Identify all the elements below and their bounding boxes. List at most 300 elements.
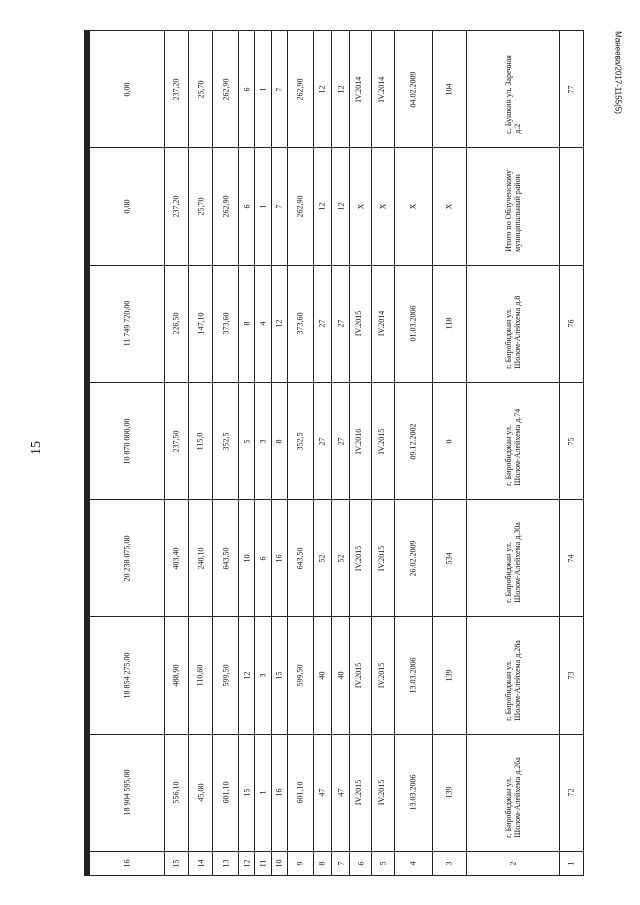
table-cell: [467, 617, 560, 734]
cell-value: 76: [566, 319, 576, 328]
column-number-row: [85, 852, 584, 876]
cell-value: 40: [336, 671, 346, 680]
column-number-cell: [164, 852, 188, 876]
cell-value: 262,90: [295, 195, 305, 218]
column-number: 7: [336, 861, 346, 866]
table-cell: [467, 382, 560, 499]
cell-value: 7: [274, 87, 284, 92]
table-cell: [332, 734, 350, 851]
cell-value: 237,20: [171, 195, 181, 218]
table-cell: [90, 265, 165, 382]
table-cell: [88, 617, 89, 734]
table-cell: [239, 382, 255, 499]
cell-value: 599,50: [295, 664, 305, 687]
cell-value: 27: [317, 319, 327, 328]
table-cell: [213, 382, 239, 499]
cell-value: 40: [317, 671, 327, 680]
column-number-cell: [332, 852, 350, 876]
table-cell: [350, 265, 372, 382]
table-row: [85, 148, 584, 265]
table-cell: [88, 148, 89, 265]
table-cell: [86, 148, 87, 265]
cell-value: IV.2015: [376, 662, 386, 689]
table-cell: [372, 500, 394, 617]
cell-value: 16: [274, 788, 284, 797]
cell-value: 27: [317, 437, 327, 446]
table-cell: [255, 148, 271, 265]
table-cell: [255, 265, 271, 382]
cell-value: 25,70: [196, 80, 206, 99]
cell-value: 373,60: [221, 312, 231, 335]
cell-value: 643,50: [221, 547, 231, 570]
address-text: г. Биробиджан ул. Шолом-Алейхема д.8: [503, 295, 522, 369]
column-number-cell: [313, 852, 331, 876]
cell-value: 0,00: [122, 82, 132, 97]
table-cell: [432, 500, 466, 617]
cell-value: 13.03.2006: [408, 657, 418, 694]
table-cell: [467, 148, 560, 265]
table-cell: [85, 500, 86, 617]
table-cell: [90, 382, 165, 499]
cell-value: 75: [566, 437, 576, 446]
table-cell: [90, 734, 165, 851]
table-cell: [313, 500, 331, 617]
address-text: г. Биробиджан ул. Шолом-Алейхема д.30а: [503, 522, 522, 604]
table-cell: [86, 734, 87, 851]
table-cell: [467, 734, 560, 851]
cell-value: X: [408, 203, 418, 210]
table-cell: [86, 382, 87, 499]
cell-value: 0: [444, 439, 454, 444]
table-cell: [239, 31, 255, 148]
column-number: [86, 860, 87, 868]
table-cell: [89, 382, 90, 499]
cell-value: 147,10: [196, 312, 206, 335]
table-cell: [432, 148, 466, 265]
table-cell: [255, 382, 271, 499]
table-cell: [164, 734, 188, 851]
column-number-cell: [88, 852, 89, 876]
table-cell: [85, 31, 86, 148]
table-cell: [188, 31, 212, 148]
cell-value: 118: [444, 317, 454, 330]
cell-value: 74: [566, 554, 576, 563]
cell-value: 25,70: [196, 197, 206, 216]
table-cell: [85, 617, 86, 734]
table-cell: [87, 31, 88, 148]
table-cell: [271, 617, 287, 734]
table-cell: [372, 617, 394, 734]
table-row: [85, 382, 584, 499]
table-cell: [87, 500, 88, 617]
table-cell: [287, 617, 313, 734]
cell-value: 601,10: [295, 781, 305, 804]
cell-value: 12: [336, 202, 346, 211]
address-text: с. Бушкин ул. Заречная д.2: [503, 55, 522, 135]
cell-value: 226,50: [171, 312, 181, 335]
cell-value: 15: [274, 671, 284, 680]
table-cell: [188, 500, 212, 617]
cell-value: 77: [566, 85, 576, 94]
table-cell: [88, 734, 89, 851]
table-cell: [86, 265, 87, 382]
table-cell: [350, 734, 372, 851]
column-number-cell: [432, 852, 466, 876]
table-cell: [372, 31, 394, 148]
table-cell: [332, 617, 350, 734]
cell-value: 73: [566, 671, 576, 680]
table-cell: [372, 265, 394, 382]
cell-value: IV.2015: [354, 311, 364, 337]
table-cell: [332, 500, 350, 617]
cell-value: 237,20: [171, 78, 181, 101]
address-text: г. Биробиджан ул. Шолом-Алейхема д.26а: [503, 757, 522, 838]
table-cell: [255, 734, 271, 851]
table-cell: [90, 617, 165, 734]
cell-value: 26.02.2009: [408, 540, 418, 577]
table-cell: [372, 734, 394, 851]
table-cell: [287, 265, 313, 382]
column-number: 10: [274, 859, 284, 868]
table-cell: [394, 617, 432, 734]
table-cell: [239, 734, 255, 851]
column-number-cell: [350, 852, 372, 876]
column-number-cell: [255, 852, 271, 876]
table-cell: [350, 500, 372, 617]
table-cell: [89, 734, 90, 851]
table-cell: [467, 265, 560, 382]
cell-value: 601,10: [221, 781, 231, 804]
column-number-cell: [394, 852, 432, 876]
table-cell: [271, 734, 287, 851]
cell-value: 01.03.2006: [408, 305, 418, 342]
column-number-cell: [213, 852, 239, 876]
table-cell: [239, 265, 255, 382]
table-cell: [394, 148, 432, 265]
cell-value: 534: [444, 552, 454, 565]
cell-value: 262,90: [295, 78, 305, 101]
cell-value: 7: [274, 204, 284, 209]
cell-value: 12: [317, 202, 327, 211]
table-cell: [188, 734, 212, 851]
cell-value: 1: [258, 790, 268, 795]
table-cell: [394, 734, 432, 851]
cell-value: 12: [274, 319, 284, 328]
table-row: [85, 617, 584, 734]
column-number: [89, 860, 90, 868]
column-number-cell: [90, 852, 165, 876]
cell-value: 09.12.2002: [408, 423, 418, 460]
column-number: [88, 860, 89, 868]
table-cell: [188, 265, 212, 382]
table-cell: [559, 31, 583, 148]
table-cell: [164, 382, 188, 499]
cell-value: 5: [242, 439, 252, 444]
footer-code: Манеева/2017-1155(5): [613, 31, 623, 114]
table-cell: [213, 500, 239, 617]
table-cell: [86, 31, 87, 148]
cell-value: 12: [317, 85, 327, 94]
table-cell: [213, 148, 239, 265]
cell-value: 16: [274, 554, 284, 563]
column-number: 2: [508, 861, 518, 866]
table-cell: [432, 617, 466, 734]
cell-value: 599,50: [221, 664, 231, 687]
cell-value: 4: [258, 321, 268, 326]
cell-value: 488,90: [171, 664, 181, 687]
table-cell: [559, 265, 583, 382]
table-cell: [87, 265, 88, 382]
cell-value: IV.2015: [376, 545, 386, 572]
cell-value: 52: [317, 554, 327, 563]
cell-value: IV.2015: [354, 662, 364, 689]
table-cell: [86, 617, 87, 734]
column-number-cell: [372, 852, 394, 876]
table-cell: [87, 148, 88, 265]
table-cell: [164, 31, 188, 148]
table-cell: [271, 148, 287, 265]
cell-value: 04.02.2009: [408, 71, 418, 108]
column-number: 13: [221, 859, 231, 868]
cell-value: 10 870 000,00: [122, 418, 132, 465]
table-cell: [85, 382, 86, 499]
cell-value: 12: [242, 671, 252, 680]
table-cell: [394, 382, 432, 499]
table-cell: [87, 734, 88, 851]
table-cell: [89, 617, 90, 734]
table-cell: [164, 500, 188, 617]
column-number: 14: [196, 859, 206, 868]
cell-value: 6: [258, 556, 268, 561]
address-text: г. Биробиджан ул. Шолом-Алейхема д.28а: [503, 639, 522, 721]
column-number: 12: [242, 859, 252, 868]
cell-value: 352,5: [295, 432, 305, 451]
table-cell: [432, 382, 466, 499]
cell-value: 115,0: [196, 432, 206, 450]
cell-value: 27: [336, 319, 346, 328]
cell-value: 47: [336, 788, 346, 797]
table-cell: [90, 148, 165, 265]
cell-value: X: [378, 203, 388, 210]
column-number: 1: [566, 861, 576, 866]
table-row: [85, 500, 584, 617]
cell-value: 15: [242, 788, 252, 797]
column-number-cell: [239, 852, 255, 876]
table-cell: [313, 265, 331, 382]
table-cell: [239, 148, 255, 265]
cell-value: X: [356, 203, 366, 210]
cell-value: 352,5: [221, 432, 231, 451]
cell-value: 1: [258, 204, 268, 209]
cell-value: 0,00: [122, 199, 132, 214]
column-number-cell: [87, 852, 88, 876]
cell-value: 27: [336, 437, 346, 446]
table-cell: [213, 265, 239, 382]
table-cell: [239, 617, 255, 734]
table-cell: [394, 500, 432, 617]
table-cell: [89, 148, 90, 265]
cell-value: 3: [258, 673, 268, 678]
cell-value: 643,50: [295, 547, 305, 570]
cell-value: 262,90: [221, 195, 231, 218]
column-number-cell: [85, 852, 86, 876]
table-cell: [287, 31, 313, 148]
table-cell: [559, 382, 583, 499]
cell-value: 12: [336, 85, 346, 94]
cell-value: 237,50: [171, 430, 181, 453]
table-cell: [85, 734, 86, 851]
table-cell: [88, 500, 89, 617]
cell-value: 8: [274, 439, 284, 444]
table-cell: [467, 31, 560, 148]
cell-value: 52: [336, 554, 346, 563]
cell-value: 556,10: [171, 781, 181, 804]
table-cell: [287, 382, 313, 499]
cell-value: X: [444, 203, 454, 210]
table-cell: [432, 265, 466, 382]
column-number: 11: [258, 859, 268, 868]
table-row: [85, 265, 584, 382]
table-cell: [559, 734, 583, 851]
table-cell: [313, 382, 331, 499]
cell-value: IV.2014: [376, 311, 386, 337]
table-cell: [164, 265, 188, 382]
table-cell: [88, 31, 89, 148]
table-cell: [271, 31, 287, 148]
table-cell: [350, 148, 372, 265]
table-cell: [271, 382, 287, 499]
table-cell: [90, 500, 165, 617]
cell-value: 20 238 075,00: [122, 535, 132, 582]
footer-code-area: [608, 30, 622, 130]
table-cell: [394, 31, 432, 148]
table-cell: [255, 31, 271, 148]
column-number: 16: [122, 859, 132, 868]
table-cell: [85, 148, 86, 265]
column-number: 8: [317, 861, 327, 866]
table-cell: [287, 148, 313, 265]
table-cell: [467, 500, 560, 617]
table-cell: [313, 148, 331, 265]
cell-value: 1: [258, 87, 268, 92]
table-cell: [271, 265, 287, 382]
cell-value: 110,60: [196, 664, 206, 687]
table-cell: [188, 148, 212, 265]
table-cell: [89, 500, 90, 617]
cell-value: 373,60: [295, 312, 305, 335]
table-cell: [372, 382, 394, 499]
table-cell: [313, 734, 331, 851]
cell-value: IV.2015: [376, 428, 386, 454]
cell-value: 11 749 720,00: [122, 300, 132, 347]
cell-value: 3: [258, 439, 268, 444]
table-cell: [239, 500, 255, 617]
cell-value: IV.2015: [376, 780, 386, 806]
cell-value: 13.03.2006: [408, 774, 418, 811]
table-row: [85, 31, 584, 148]
cell-value: 45,00: [196, 783, 206, 802]
column-number: 5: [378, 861, 388, 866]
column-number-cell: [271, 852, 287, 876]
cell-value: IV.2014: [376, 76, 386, 102]
table-cell: [432, 734, 466, 851]
table-cell: [88, 265, 89, 382]
column-number: 9: [295, 861, 305, 866]
cell-value: 6: [242, 87, 252, 92]
table-cell: [164, 148, 188, 265]
column-number: 6: [356, 861, 366, 866]
table-cell: [89, 31, 90, 148]
cell-value: 8: [242, 321, 252, 326]
table-cell: [89, 265, 90, 382]
cell-value: 18 854 275,00: [122, 652, 132, 699]
column-number: 15: [171, 859, 181, 868]
table-cell: [287, 500, 313, 617]
table-cell: [188, 617, 212, 734]
table-cell: [85, 265, 86, 382]
column-number: [85, 860, 86, 868]
table-cell: [271, 500, 287, 617]
cell-value: 104: [444, 83, 454, 96]
column-number-cell: [188, 852, 212, 876]
cell-value: 72: [566, 788, 576, 797]
table-cell: [332, 148, 350, 265]
registry-table-rotated: [84, 30, 584, 876]
cell-value: 139: [444, 669, 454, 682]
table-cell: [88, 382, 89, 499]
table-cell: [332, 265, 350, 382]
address-text: Итого по Облученскому муниципальный район: [503, 169, 522, 252]
table-cell: [559, 500, 583, 617]
cell-value: 18 904 595,00: [122, 769, 132, 816]
cell-value: 47: [317, 788, 327, 797]
table-cell: [213, 31, 239, 148]
table-cell: [559, 148, 583, 265]
cell-value: 403,40: [171, 547, 181, 570]
table-cell: [350, 31, 372, 148]
column-number: [87, 860, 88, 868]
cell-value: 240,10: [196, 547, 206, 570]
column-number-cell: [467, 852, 560, 876]
table-cell: [213, 734, 239, 851]
cell-value: 10: [242, 554, 252, 563]
cell-value: IV.2014: [354, 76, 364, 102]
page-number: 15: [29, 441, 44, 455]
cell-value: 262,90: [221, 78, 231, 101]
table-row: [85, 734, 584, 851]
cell-value: IV.2015: [354, 545, 364, 572]
column-number-cell: [287, 852, 313, 876]
table-cell: [559, 617, 583, 734]
table-cell: [332, 31, 350, 148]
cell-value: IV.2016: [354, 428, 364, 454]
table-cell: [432, 31, 466, 148]
column-number-cell: [86, 852, 87, 876]
table-cell: [287, 734, 313, 851]
cell-value: 6: [242, 204, 252, 209]
table-cell: [372, 148, 394, 265]
cell-value: 139: [444, 786, 454, 799]
table-cell: [350, 382, 372, 499]
registry-table: [84, 30, 584, 876]
table-cell: [313, 31, 331, 148]
table-cell: [87, 382, 88, 499]
column-number: 3: [444, 861, 454, 866]
table-cell: [90, 31, 165, 148]
table-cell: [255, 617, 271, 734]
column-number-cell: [559, 852, 583, 876]
address-text: г. Биробиджан ул. Шолом-Алейхема д.74: [503, 408, 522, 487]
